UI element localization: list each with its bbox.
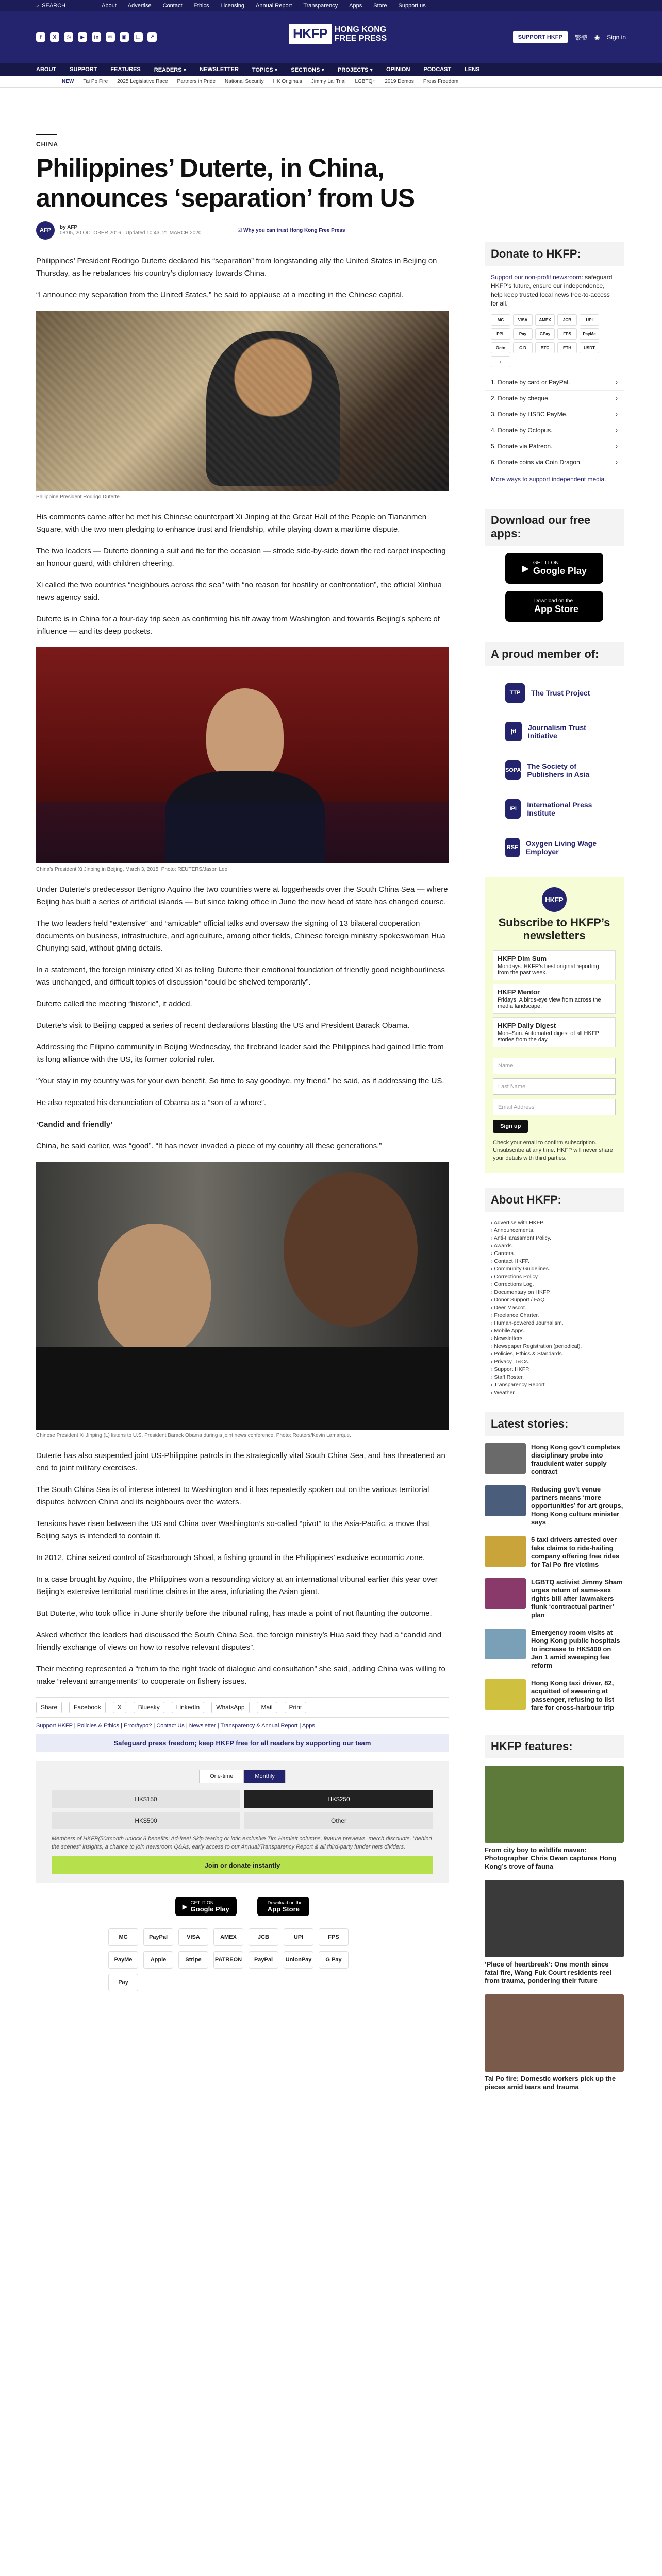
paragraph: His comments came after he met his Chinese counterpart Xi Jinping at the Great Hall of the People on Tiananmen Square, with the two men pledging to enhance trust and friendship, while playing down a maritime dispute. — [36, 513, 427, 534]
support-hkfp-button[interactable]: SUPPORT HKFP — [513, 31, 568, 43]
top-link[interactable]: Support us — [398, 3, 426, 9]
subnav-item[interactable]: LGBTQ+ — [355, 79, 376, 84]
join-donate-button[interactable]: Join or donate instantly — [52, 1856, 433, 1874]
amount-option-other[interactable]: Other — [244, 1812, 433, 1829]
newsletter-name: HKFP Mentor — [498, 988, 540, 996]
nav-item[interactable]: LENS — [465, 66, 480, 73]
about-link[interactable]: › Freelance Charter. — [491, 1312, 618, 1319]
article-category[interactable]: CHINA — [36, 141, 58, 148]
member-name: Oxygen Living Wage Employer — [525, 839, 597, 856]
gplay-label: Google Play — [533, 566, 587, 576]
trust-link[interactable] — [237, 228, 345, 233]
about-link[interactable]: › Announcements. — [491, 1227, 618, 1234]
paragraph: He also repeated his denunciation of Obama as a “son of a whore”. — [36, 1098, 267, 1107]
member-org[interactable] — [485, 751, 624, 789]
member-name: The Society of Publishers in Asia — [527, 761, 590, 778]
paragraph: Their meeting represented a “return to the right track of dialogue and consultation” she said, adding China was willing to make “relevant arrangements” to cooperate on fishery issues. — [36, 1665, 445, 1686]
share-bar — [36, 1697, 449, 1718]
card-icon: MC — [491, 314, 510, 326]
payment-methods — [108, 1928, 376, 1991]
subnav-item[interactable]: Partners in Pride — [177, 79, 216, 84]
newsletter-name: HKFP Daily Digest — [498, 1022, 556, 1029]
social-icon[interactable]: ❐ — [134, 32, 143, 42]
about-link[interactable]: › Advertise with HKFP. — [491, 1219, 618, 1227]
about-link[interactable]: › Documentary on HKFP. — [491, 1289, 618, 1296]
newsletter-desc: Mon–Sun. Automated digest of all HKFP stories from the day. — [498, 1030, 599, 1043]
about-link[interactable]: › Contact HKFP. — [491, 1258, 618, 1265]
paragraph: “I announce my separation from the United States,” he said to applause at a meeting in the Chinese capital. — [36, 291, 404, 299]
logo-mark: HKFP — [289, 24, 332, 44]
payment-icon: Stripe — [178, 1951, 208, 1969]
play-icon: ▶ — [522, 563, 529, 573]
paragraph: Xi called the two countries “neighbours across the sea” with “no reason for hostility or confrontation”, the official Xinhua news agency said. — [36, 581, 442, 602]
nav-item[interactable]: PROJECTS ▾ — [338, 66, 373, 73]
about-list — [485, 1219, 624, 1397]
paragraph: Philippines’ President Rodrigo Duterte declared his “separation” from longstanding ally the United States in Beijing on Thursday, as he rebalances his country’s diplomacy towards China. — [36, 257, 437, 278]
newsletter-desc: Fridays. A birds-eye view from across the media landscape. — [498, 997, 601, 1009]
google-play-badge[interactable] — [175, 1897, 237, 1916]
payment-icon: PayPal — [249, 1951, 278, 1969]
member-logo: SOPA — [505, 760, 521, 780]
app-store-badge[interactable] — [505, 591, 603, 622]
subnav-item[interactable]: Jimmy Lai Trial — [311, 79, 346, 84]
social-icon[interactable]: ↗ — [147, 32, 157, 42]
photo-xi-obama — [36, 1162, 449, 1430]
subnav-item[interactable]: 2025 Legislative Race — [117, 79, 168, 84]
top-link[interactable]: Advertise — [127, 3, 152, 9]
share-button[interactable]: Share — [36, 1702, 62, 1713]
member-orgs — [485, 673, 624, 867]
paragraph: The two leaders — Duterte donning a suit and tie for the occasion — strode side-by-side down the red carpet inspecting an honour guard, with children cheering. — [36, 547, 446, 568]
paragraph: In a case brought by Aquino, the Philippines won a resounding victory at an international tribunal earlier this year over Beijing’s extensive territorial maritime claims in the area, infuriating the Asian giant. — [36, 1575, 438, 1596]
features-title: HKFP features: — [485, 1735, 624, 1758]
nav-item[interactable]: OPINION — [386, 66, 410, 73]
payment-icon: UnionPay — [284, 1951, 313, 1969]
subnav-item[interactable]: Tai Po Fire — [83, 79, 108, 84]
apps-title: Download our free apps: — [485, 509, 624, 546]
paragraph: In 2012, China seized control of Scarborough Shoal, a fishing ground in the Philippines’ exclusive economic zone. — [36, 1553, 425, 1562]
nav-item[interactable]: TOPICS ▾ — [252, 66, 278, 73]
top-link[interactable]: Contact — [162, 3, 183, 9]
payment-icon: MC — [108, 1928, 138, 1946]
share-button[interactable]: LinkedIn — [172, 1702, 204, 1713]
latest-title: Latest stories: — [485, 1412, 624, 1436]
more-ways-link[interactable]: More ways to support independent media. — [491, 476, 606, 483]
paragraph: Under Duterte’s predecessor Benigno Aquino the two countries were at loggerheads over the South China Sea — where Beijing has built a series of artificial islands — but since taking office in June the new head of state has changed course. — [36, 885, 448, 906]
about-link[interactable]: › Support HKFP. — [491, 1366, 618, 1374]
card-icon: C D — [513, 342, 533, 353]
donate-option-label: 6. Donate coins via Coin Dragon. — [491, 459, 582, 466]
article-title: Philippines’ Duterte, in China, announces ‘separation’ from US — [36, 154, 415, 212]
card-icon: VISA — [513, 314, 533, 326]
feature-item[interactable] — [485, 1766, 624, 1871]
top-link[interactable]: About — [102, 3, 117, 9]
chevron-right-icon: › — [616, 379, 618, 386]
donate-text-body: : safeguard HKFP's future, ensure our independence, help keep trusted local news free-to-access for all. — [491, 274, 613, 307]
member-logo: jti — [505, 722, 522, 741]
member-org[interactable] — [485, 789, 624, 828]
donate-option[interactable] — [485, 375, 624, 391]
photo-caption: Philippine President Rodrigo Duterte. — [36, 494, 121, 500]
donate-text-link[interactable]: Support our non-profit newsroom — [491, 274, 582, 281]
card-icon: BTC — [535, 342, 555, 353]
paragraph: The South China Sea is of intense interest to Washington and it has repeatedly spoken out on the various territorial disputes between China and its neighbours over the waters. — [36, 1485, 429, 1506]
frequency-monthly[interactable]: Monthly — [244, 1770, 286, 1783]
app-badges — [36, 1897, 449, 1916]
photo-caption: Chinese President Xi Jinping (L) listens to U.S. President Barack Obama during a joint news conference. Photo: Reuters/Kevin Lamarque. — [36, 1433, 351, 1438]
payment-icon: AMEX — [213, 1928, 243, 1946]
payment-icon: Pay — [108, 1974, 138, 1991]
story-thumbnail — [485, 1578, 526, 1609]
photo-duterte — [36, 311, 449, 491]
top-link[interactable]: Transparency — [303, 3, 338, 9]
nav-item[interactable]: SUPPORT — [70, 66, 97, 73]
subnav-item[interactable]: Press Freedom — [423, 79, 459, 84]
card-icon: FPS — [557, 328, 577, 340]
divider — [36, 134, 57, 135]
search-label: SEARCH — [42, 3, 66, 9]
amount-option[interactable]: HK$500 — [52, 1812, 240, 1829]
membership-text: Members of HKFP(50/month unlock 8 benefits: Ad-free! Skip tearing or lotic exclusive Tim Hamlett columns, feature previews, merch discounts, "behind the scenes" insights, a chance to join newsroom Q&As, early access to our Annual/Transparency Report & all third-party funder nets dividers. — [52, 1836, 432, 1850]
language-toggle[interactable]: 繁體 — [574, 33, 587, 41]
story-item[interactable] — [485, 1629, 624, 1677]
card-icon: PPL — [491, 328, 510, 340]
donate-option[interactable] — [485, 454, 624, 470]
about-link[interactable]: › Mobile Apps. — [491, 1327, 618, 1335]
paragraph: The two leaders held “extensive” and “amicable” official talks and oversaw the signing of 13 bilateral cooperation documents on business, infrastructure, and agriculture, among other fields, Chinese foreign ministry spokeswoman Hua Chunying said, without giving details. — [36, 919, 445, 953]
chevron-right-icon: › — [616, 395, 618, 402]
play-icon: ▶ — [182, 1902, 188, 1910]
appstore-label: App Store — [534, 604, 578, 614]
story-item[interactable] — [485, 1536, 624, 1576]
share-button[interactable]: Mail — [257, 1702, 277, 1713]
about-link[interactable]: › Weather. — [491, 1389, 618, 1397]
amount-option[interactable]: HK$150 — [52, 1790, 240, 1808]
newsletter-desc: Mondays. HKFP’s best original reporting from the past week. — [498, 963, 599, 976]
donate-option-label: 2. Donate by cheque. — [491, 395, 550, 402]
site-logo[interactable] — [289, 24, 387, 44]
donate-options — [485, 375, 624, 470]
donate-option-label: 5. Donate via Patreon. — [491, 443, 553, 450]
top-link[interactable]: Store — [373, 3, 387, 9]
top-link[interactable]: Apps — [349, 3, 362, 9]
donate-text — [485, 273, 624, 308]
payment-icon: PayMe — [108, 1951, 138, 1969]
about-link[interactable]: › Transparency Report. — [491, 1381, 618, 1389]
app-store-badge[interactable] — [257, 1897, 310, 1916]
about-link[interactable]: › Anti-Harassment Policy. — [491, 1234, 618, 1242]
about-link[interactable]: › Corrections Policy. — [491, 1273, 618, 1281]
search-button[interactable] — [36, 3, 65, 9]
amount-option-selected[interactable]: HK$250 — [244, 1790, 433, 1808]
newsletter-option[interactable] — [493, 950, 616, 980]
paragraph: “Your stay in my country was for your own benefit. So time to say goodbye, my friend,” he said, as if addressing the US. — [36, 1077, 444, 1086]
gplay-label: Google Play — [190, 1905, 229, 1913]
donate-option-label: 4. Donate by Octopus. — [491, 427, 553, 434]
feature-image — [485, 1766, 624, 1843]
story-thumbnail — [485, 1679, 526, 1710]
chevron-right-icon: › — [616, 459, 618, 466]
payment-icon: PATREON — [213, 1951, 243, 1969]
payment-icon: PayPal — [143, 1928, 173, 1946]
member-name: International Press Institute — [527, 800, 592, 817]
logo-line1: HONG KONG — [334, 25, 387, 34]
paragraph: But Duterte, who took office in June shortly before the tribunal ruling, has made a point of not flaunting the outcome. — [36, 1609, 432, 1618]
story-title[interactable]: LGBTQ activist Jimmy Sham urges return of same-sex rights bill after lawmakers flunk ‘contractual partner’ plan — [531, 1578, 623, 1619]
member-title: A proud member of: — [485, 642, 624, 666]
member-org[interactable] — [485, 712, 624, 751]
top-link[interactable]: Licensing — [220, 3, 244, 9]
search-icon: ⌕ — [36, 2, 40, 9]
payment-icon: FPS — [319, 1928, 349, 1946]
about-link[interactable]: › Staff Roster. — [491, 1374, 618, 1381]
trust-label: Why you can trust Hong Kong Free Press — [243, 227, 345, 233]
donate-option[interactable] — [485, 438, 624, 454]
appstore-small: Download on the — [267, 1900, 303, 1905]
nav-item[interactable]: NEWSLETTER — [200, 66, 239, 73]
story-thumbnail — [485, 1443, 526, 1474]
feature-title[interactable]: From city boy to wildlife maven: Photographer Chris Owen captures Hong Kong’s trove of fauna — [485, 1846, 617, 1870]
card-icon: UPI — [580, 314, 599, 326]
about-link[interactable]: › Donor Support / FAQ. — [491, 1296, 618, 1304]
story-item[interactable] — [485, 1485, 624, 1534]
member-logo: TTP — [505, 683, 525, 703]
nav-item[interactable]: ABOUT — [36, 66, 57, 73]
about-link[interactable]: › Awards. — [491, 1242, 618, 1250]
social-icon[interactable]: ◎ — [64, 32, 73, 42]
story-title[interactable]: Hong Kong taxi driver, 82, acquitted of swearing at passenger, refusing to list fare for cross-harbour trip — [531, 1679, 615, 1711]
signup-button[interactable]: Sign up — [493, 1120, 528, 1133]
donate-option[interactable] — [485, 391, 624, 406]
feature-image — [485, 1994, 624, 2072]
share-button[interactable]: Print — [285, 1702, 307, 1713]
paragraph: Asked whether the leaders had discussed the South China Sea, the foreign ministry’s Hua said they had a “candid and friendly exchange of views on how to resolve relevant disputes”. — [36, 1631, 442, 1652]
card-icon: USDT — [580, 342, 599, 353]
share-button[interactable]: WhatsApp — [211, 1702, 249, 1713]
feature-item[interactable] — [485, 1994, 624, 2091]
sidebar — [485, 242, 624, 2100]
about-link[interactable]: › Policies, Ethics & Standards. — [491, 1350, 618, 1358]
paragraph: In a statement, the foreign ministry cited Xi as telling Duterte their emotional foundation of friendly good neighbourliness was unchanged, and difficult topics of discussion “could be shelved temporarily”. — [36, 965, 445, 987]
google-play-badge[interactable] — [505, 553, 603, 584]
card-icon: GPay — [535, 328, 555, 340]
member-name: Journalism Trust Initiative — [527, 723, 586, 740]
name-field[interactable]: Name — [493, 1058, 616, 1074]
paragraph: Tensions have risen between the US and China over Washington’s so-called “pivot” to the Asia-Pacific, a move that Beijing says is intended to contain it. — [36, 1519, 429, 1540]
nav-item[interactable]: READERS ▾ — [154, 66, 187, 73]
donate-title: Donate to HKFP: — [485, 242, 624, 266]
story-thumbnail — [485, 1536, 526, 1567]
newsletter-name: HKFP Dim Sum — [498, 955, 547, 962]
donate-option[interactable] — [485, 422, 624, 438]
photo-caption: China’s President Xi Jinping in Beijing, March 3, 2015. Photo: REUTERS/Jason Lee — [36, 867, 228, 872]
about-title: About HKFP: — [485, 1188, 624, 1212]
user-icon[interactable]: ◉ — [594, 33, 600, 41]
appstore-label: App Store — [267, 1905, 300, 1913]
appstore-small: Download on the — [534, 598, 573, 604]
feature-item[interactable] — [485, 1880, 624, 1985]
top-link[interactable]: Ethics — [193, 3, 209, 9]
top-link[interactable]: Annual Report — [256, 3, 292, 9]
story-title[interactable]: 5 taxi drivers arrested over fake claims to ride-hailing company offering free rides for Tai Po fire victims — [531, 1536, 620, 1568]
article-footer-links[interactable]: Support HKFP | Policies & Ethics | Error/typo? | Contact Us | Newsletter | Transparency & Annual Report | Apps — [36, 1723, 315, 1729]
paragraph: Duterte’s visit to Beijing capped a series of recent declarations blasting the US and President Barack Obama. — [36, 1021, 410, 1030]
payment-icon: G Pay — [319, 1951, 349, 1969]
feature-title[interactable]: ‘Place of heartbreak’: One month since fatal fire, Wang Fuk Court residents reel from trauma, pondering their future — [485, 1960, 611, 1985]
story-title[interactable]: Reducing gov’t venue partners means ‘more opportunities’ for art groups, Hong Kong culture minister says — [531, 1485, 623, 1526]
feature-image — [485, 1880, 624, 1957]
article — [36, 134, 449, 1991]
last-name-field[interactable]: Last Name — [493, 1078, 616, 1095]
frequency-one-time[interactable]: One-time — [199, 1770, 244, 1783]
gplay-small: GET IT ON — [190, 1900, 214, 1905]
author-name[interactable]: by AFP — [60, 225, 78, 230]
gplay-small: GET IT ON — [533, 560, 559, 566]
chevron-right-icon: › — [616, 427, 618, 434]
card-icon: JCB — [557, 314, 577, 326]
social-icon[interactable]: ▶ — [78, 32, 87, 42]
sub-nav — [0, 76, 662, 88]
paragraph: Duterte is in China for a four-day trip seen as confirming his tilt away from Washington and towards Beijing’s sphere of influence — and its deep pockets. — [36, 615, 440, 636]
safeguard-banner: Safeguard press freedom; keep HKFP free for all readers by supporting our team — [36, 1734, 449, 1752]
about-link[interactable]: › Human-powered Journalism. — [491, 1319, 618, 1327]
subheading: ‘Candid and friendly’ — [36, 1120, 113, 1129]
donate-option-label: 1. Donate by card or PayPal. — [491, 379, 570, 386]
social-icon[interactable]: ▣ — [120, 32, 129, 42]
story-item[interactable] — [485, 1578, 624, 1626]
features-list — [485, 1766, 624, 2091]
share-button[interactable]: Facebook — [69, 1702, 106, 1713]
about-link[interactable]: › Community Guidelines. — [491, 1265, 618, 1273]
newsletter-option[interactable] — [493, 1017, 616, 1047]
site-header — [0, 11, 662, 63]
card-icon: ETH — [557, 342, 577, 353]
author-avatar[interactable]: AFP — [36, 221, 55, 240]
paragraph: China, he said earlier, was “good”. “It has never invaded a piece of my country all these generations.” — [36, 1142, 382, 1150]
about-link[interactable]: › Careers. — [491, 1250, 618, 1258]
social-links — [36, 32, 157, 42]
new-badge: NEW — [62, 79, 74, 84]
top-links — [102, 3, 426, 9]
main-nav — [0, 63, 662, 76]
signin-link[interactable]: Sign in — [607, 33, 626, 41]
member-name: The Trust Project — [531, 688, 590, 697]
social-icon[interactable]: ✉ — [106, 32, 115, 42]
payment-icon: JCB — [249, 1928, 278, 1946]
card-logos — [485, 314, 624, 367]
paragraph: Duterte called the meeting “historic”, it added. — [36, 999, 192, 1008]
donate-widget — [36, 1761, 449, 1883]
share-button[interactable]: X — [113, 1702, 126, 1713]
donate-option-label: 3. Donate by HSBC PayMe. — [491, 411, 568, 418]
card-icon: AMEX — [535, 314, 555, 326]
card-icon: + — [491, 356, 510, 367]
member-org[interactable] — [485, 673, 624, 712]
member-logo: RSF — [505, 838, 520, 857]
article-dates: 08:05, 20 OCTOBER 2016 · Updated 10:43, 21 MARCH 2020 — [60, 230, 202, 236]
story-item[interactable] — [485, 1679, 624, 1719]
newsletter-box — [485, 877, 624, 1173]
byline — [36, 221, 449, 240]
payment-icon: UPI — [284, 1928, 313, 1946]
nav-item[interactable]: SECTIONS ▾ — [291, 66, 325, 73]
nav-item[interactable]: PODCAST — [423, 66, 452, 73]
about-link[interactable]: › Privacy, T&Cs. — [491, 1358, 618, 1366]
email-field[interactable]: Email Address — [493, 1099, 616, 1115]
share-button[interactable]: Bluesky — [134, 1702, 164, 1713]
newsletter-option[interactable] — [493, 984, 616, 1014]
member-logo: IPI — [505, 799, 521, 819]
top-bar — [0, 0, 662, 11]
social-icon[interactable]: X — [50, 32, 59, 42]
paragraph: Duterte has also suspended joint US-Philippine patrols in the strategically vital South China Sea, and has threatened an end to joint military exercises. — [36, 1451, 445, 1472]
social-icon[interactable]: f — [36, 32, 45, 42]
member-org[interactable] — [485, 828, 624, 867]
latest-stories — [485, 1443, 624, 1719]
chevron-right-icon: › — [616, 411, 618, 418]
trust-icon: ☑ — [237, 227, 244, 233]
chevron-right-icon: › — [616, 443, 618, 450]
social-icon[interactable]: in — [92, 32, 101, 42]
story-thumbnail — [485, 1485, 526, 1516]
subnav-item[interactable]: National Security — [225, 79, 264, 84]
about-link[interactable]: › Newspaper Registration (periodical). — [491, 1343, 618, 1350]
nav-item[interactable]: FEATURES — [110, 66, 141, 73]
story-title[interactable]: Emergency room visits at Hong Kong public hospitals to increase to HK$400 on Jan 1 amid sweeping fee reform — [531, 1629, 620, 1669]
about-link[interactable]: › Corrections Log. — [491, 1281, 618, 1289]
subnav-item[interactable]: 2019 Demos — [385, 79, 414, 84]
about-link[interactable]: › Deer Mascot. — [491, 1304, 618, 1312]
card-icon: Octo — [491, 342, 510, 353]
story-thumbnail — [485, 1629, 526, 1659]
story-item[interactable] — [485, 1443, 624, 1483]
card-icon: PayMe — [580, 328, 599, 340]
newsletter-note: Check your email to confirm subscription. Unsubscribe at any time. HKFP will never share your details with third parties. — [493, 1140, 613, 1161]
subnav-item[interactable]: HK Originals — [273, 79, 302, 84]
card-icon: Pay — [513, 328, 533, 340]
newsletter-title: Subscribe to HKFP’s newsletters — [498, 916, 610, 942]
hkfp-logo: HKFP — [542, 887, 567, 912]
payment-icon: VISA — [178, 1928, 208, 1946]
story-title[interactable]: Hong Kong gov’t completes disciplinary probe into fraudulent water supply contract — [531, 1443, 620, 1476]
logo-line2: FREE PRESS — [334, 33, 387, 43]
paragraph: Addressing the Filipino community in Beijing Wednesday, the firebrand leader said the Philippines had gained little from its long alliance with the US, its former colonial ruler. — [36, 1043, 444, 1064]
photo-xi-jinping — [36, 647, 449, 863]
donate-option[interactable] — [485, 406, 624, 422]
payment-icon: Apple — [143, 1951, 173, 1969]
feature-title[interactable]: Tai Po fire: Domestic workers pick up the pieces amid tears and trauma — [485, 2075, 616, 2091]
about-link[interactable]: › Newsletters. — [491, 1335, 618, 1343]
